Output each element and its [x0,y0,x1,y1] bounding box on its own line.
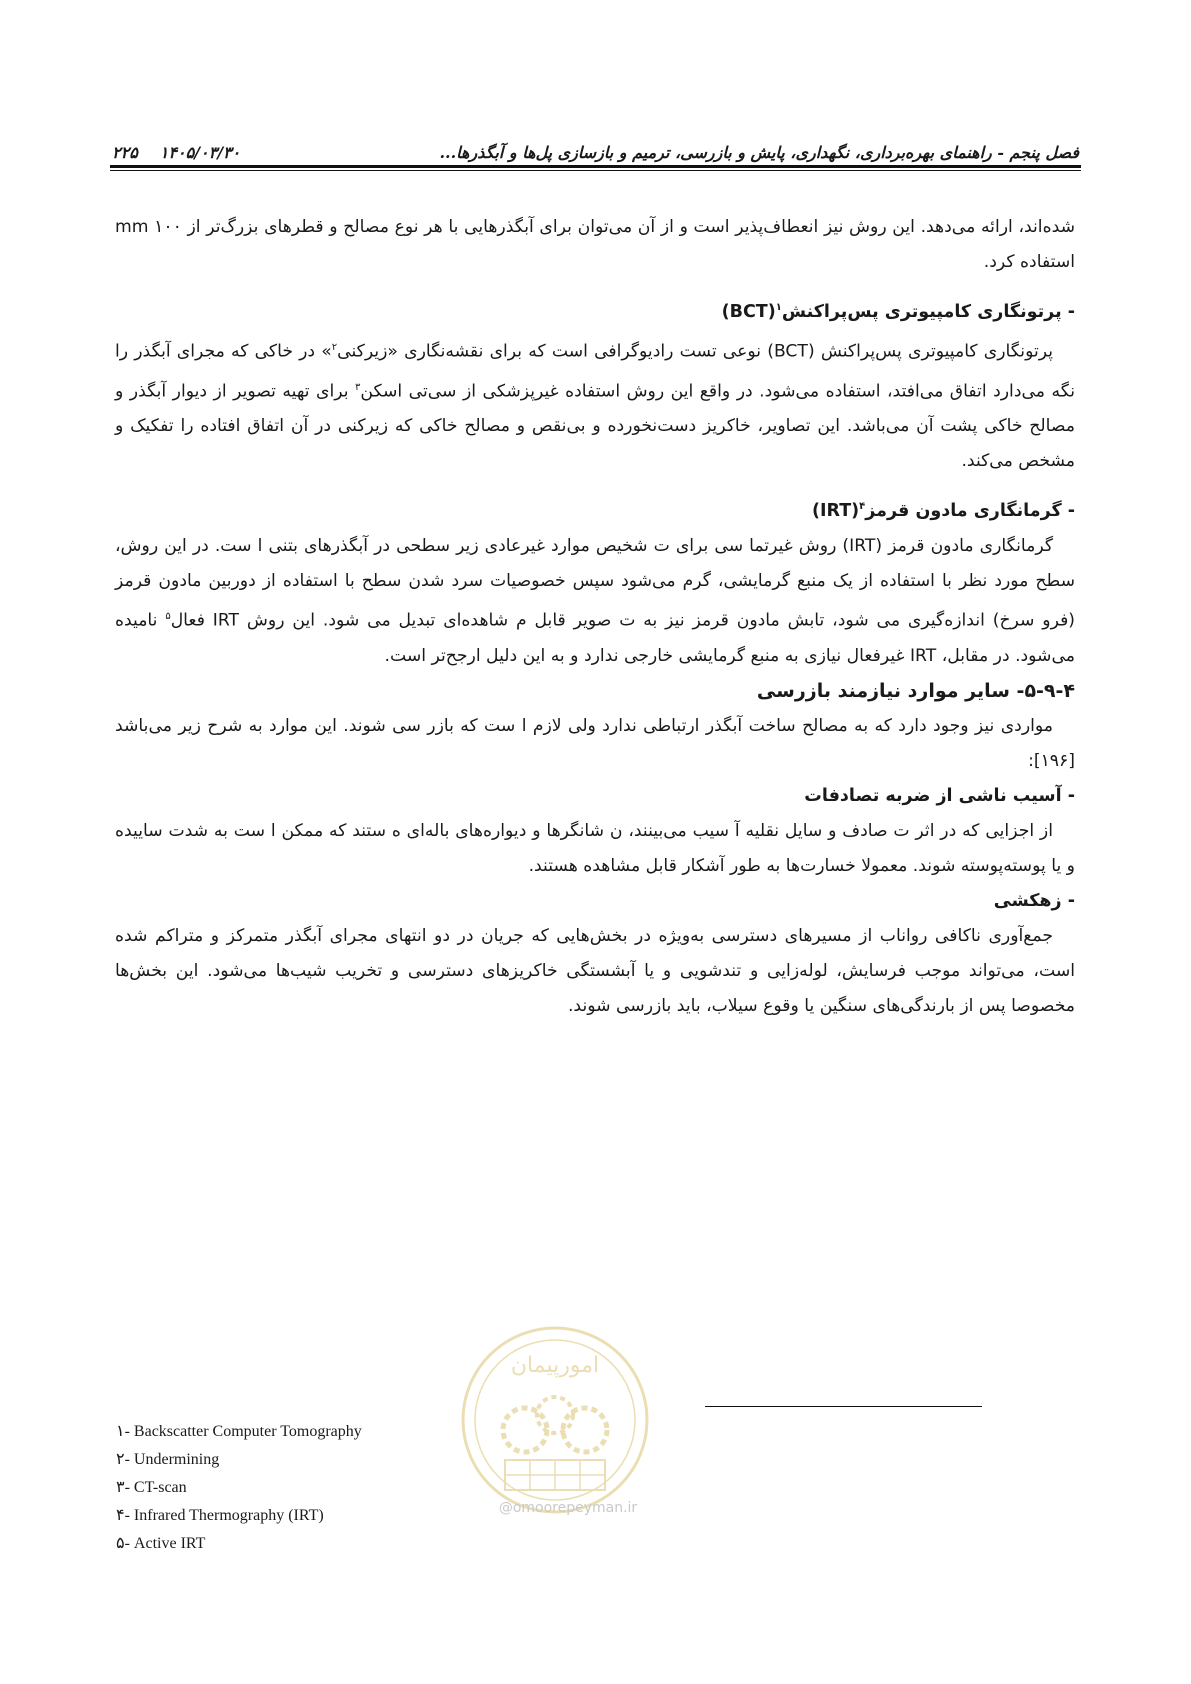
section-heading: ۵-۹-۴- سایر موارد نیازمند بازرسی [756,679,1075,702]
header-rule-thick [110,165,1081,168]
bct-paragraph [115,330,1075,479]
section-paragraph: مواردی نیز وجود دارد که به مصالح ساخت آبگذر ارتباطی ندارد ولی لازم ا ست که بازر سی شوند. این موارد به شرح زیر می‌باشد [۱۹۶]: [115,715,1075,771]
bct-heading-text: - پرتونگاری کامپیوتری پس‌پراکنش [781,301,1075,322]
irt-heading-abbr: (IRT) [812,501,860,522]
footnote-ref-5: ۵ [165,611,171,623]
footnote-ref-4: ۴ [859,501,866,513]
page-header [112,130,1079,162]
bct-text-b: » در خاکی که مجرای آبگذر را نگه می‌دارد اتفاق می‌افتد، استفاده می‌شود. در واقع این روش استفاده غیرپزشکی از سی‌تی اسکن [115,341,1075,402]
irt-text-a: گرمانگاری مادون قرمز (IRT) روش غیرتما سی برای ت شخیص موارد غیرعادی زیر سطحی در آبگذرهای بتنی ا ست. در این روش، سطح مورد نظر با استفاده از یک منبع گرمایشی، گرم می‌شود سپس خصوصیات سرد شدن سطح با استفاده از دوربین مادون قرمز (فرو سرخ) اندازه‌گیری می شود، تابش مادون قرمز نیز به ت صویر قابل م شاهده‌ای تبدیل می شود. این روش IRT فعال [115,536,1076,631]
header-meta [112,143,240,162]
bct-text-a: پرتونگاری کامپیوتری پس‌پراکنش (BCT) نوعی تست رادیوگرافی است که برای نقشه‌نگاری «زیرکنی [337,341,1053,362]
header-date: ۱۴۰۵/۰۳/۳۰ [159,143,241,162]
footnote-4: ۴- Infrared Thermography (IRT) [116,1507,324,1524]
footnote-rule [705,1406,982,1407]
header-title: فصل پنجم - راهنمای بهره‌برداری، نگهداری، پایش و بازرسی، ترمیم و بازسازی پل‌ها و آبگذرها... [439,143,1079,162]
intro-paragraph: شده‌اند، ارائه می‌دهد. این روش نیز انعطاف‌پذیر است و از آن می‌توان برای آبگذرهایی با هر نوع مصالح و قطرهای بزرگ‌تر از ۱۰۰ mm استفاده کرد. [115,217,1076,272]
irt-paragraph [115,529,1075,674]
footnote-3: ۳- CT-scan [116,1479,187,1496]
damage-paragraph: از اجزایی که در اثر ت صادف و سایل نقلیه آ سیب می‌بینند، ن شانگرها و دیواره‌های باله‌ای ه ستند که ممکن ا ست به شدت ساییده و یا پوسته‌پوسته شوند. معمولا خسارت‌ها به طور آشکار قابل مشاهده هستند. [115,820,1075,876]
irt-heading-text: - گرمانگاری مادون قرمز [865,501,1075,522]
page-number: ۲۲۵ [112,143,138,162]
header-rule-thin [110,170,1081,171]
watermark-logo-text: امورپیمان [510,1353,600,1378]
page-body [115,210,1075,1024]
footnote-ref-1: ۱ [775,302,782,313]
bct-heading-abbr: (BCT) [721,301,776,322]
footnote-5: ۵- Active IRT [116,1535,206,1552]
footnote-ref-2: ۲ [331,341,338,353]
damage-heading: - آسیب ناشی از ضربه تصادفات [804,785,1075,806]
drainage-heading: - زهکشی [993,890,1075,911]
watermark-url: @omoorepeyman.ir [498,1500,638,1516]
bct-text-c: برای تهیه تصویر از دیوار آبگذر و مصالح خاکی پشت آن می‌باشد. این تصاویر، خاکریز دست‌نخورده و بی‌نقص و مصالح خاکی که زیرکنی در آن اتفاق افتاده را تفکیک و مشخص می‌کند. [115,381,1075,472]
irt-heading [115,489,1075,529]
footnote-ref-3: ۳ [355,381,361,393]
footnote-1: ۱- Backscatter Computer Tomography [116,1423,362,1440]
drainage-paragraph: جمع‌آوری ناکافی رواناب از مسیرهای دسترسی به‌ویژه در بخش‌هایی که جریان در دو انتهای مجرای آبگذر متمرکز و متراکم شده است، می‌تواند موجب فرسایش، لوله‌زایی و تندشویی و یا آبشستگی خاکریزهای دسترسی و تخریب شیب‌ها می‌شود. این بخش‌ها مخصوصا پس از بارندگی‌های سنگین یا وقوع سیلاب، باید بازرسی شوند. [115,925,1075,1016]
footnotes [116,1418,516,1558]
irt-text-b: نامیده می‌شود. در مقابل، IRT غیرفعال نیازی به منبع گرمایشی خارجی ندارد و به این دلیل ارجح‌تر است. [115,610,1075,666]
footnote-2: ۲- Undermining [116,1451,220,1468]
bct-heading [115,290,1075,330]
